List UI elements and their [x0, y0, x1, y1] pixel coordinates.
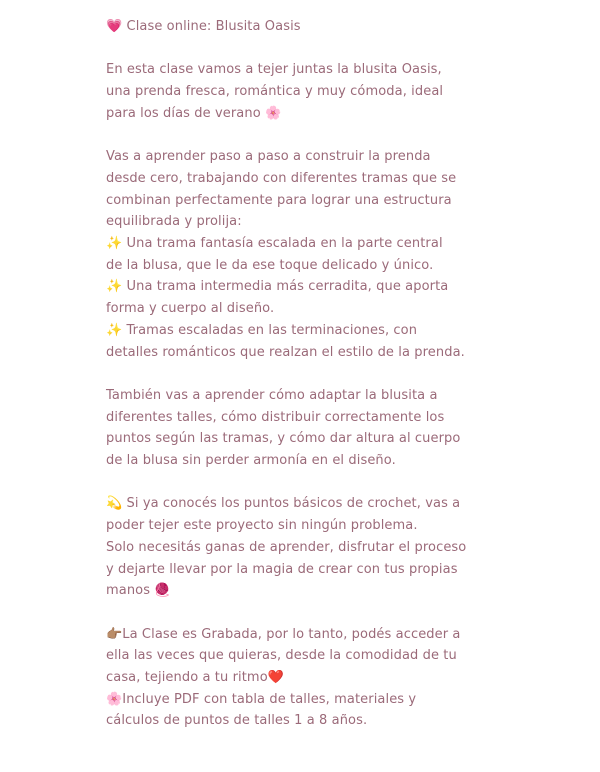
recorded-paragraph [106, 624, 478, 733]
text-line: diferentes talles, cómo distribuir correctamente los [106, 409, 445, 425]
text-line: de la blusa, que le da ese toque delicado y único. [106, 257, 434, 273]
text-line: casa, tejiendo a tu ritmo❤️ [106, 670, 285, 686]
text-line: puntos según las tramas, y cómo dar altura al cuerpo [106, 431, 461, 447]
text-line: 👉🏽La Clase es Grabada, por lo tanto, podés acceder a [106, 626, 461, 642]
text-line: En esta clase vamos a tejer juntas la blusita Oasis, [106, 62, 442, 78]
text-line: ella las veces que quieras, desde la comodidad de tu [106, 648, 457, 664]
text-line: para los días de verano 🌸 [106, 105, 282, 121]
text-line: equilibrada y prolija: [106, 214, 242, 230]
text-line: combinan perfectamente para lograr una estructura [106, 192, 452, 208]
text-line: cálculos de puntos de talles 1 a 8 años. [106, 713, 368, 729]
text-line: y dejarte llevar por la magia de crear con tus propias [106, 561, 458, 577]
intro-paragraph [106, 59, 478, 124]
basics-paragraph [106, 493, 478, 602]
text-line: También vas a aprender cómo adaptar la blusita a [106, 387, 438, 403]
text-line: 🌸Incluye PDF con tabla de talles, materiales y [106, 691, 417, 707]
text-line: detalles románticos que realzan el estilo de la prenda. [106, 344, 465, 360]
text-line: ✨ Una trama fantasía escalada en la parte central [106, 236, 443, 251]
text-line: de la blusa sin perder armonía en el diseño. [106, 453, 396, 469]
post-body [106, 16, 478, 754]
text-line: Solo necesitás ganas de aprender, disfrutar el proceso [106, 539, 467, 555]
text-line: una prenda fresca, romántica y muy cómoda, ideal [106, 84, 444, 100]
title-line: 💗 Clase online: Blusita Oasis [106, 19, 301, 34]
text-line: 💫 Si ya conocés los puntos básicos de crochet, vas a [106, 496, 461, 512]
post-title [106, 16, 478, 38]
learn-paragraph [106, 146, 478, 363]
sizes-paragraph [106, 385, 478, 472]
text-line: poder tejer este proyecto sin ningún problema. [106, 518, 418, 534]
text-line: manos 🧶 [106, 583, 171, 599]
text-line: ✨ Una trama intermedia más cerradita, que aporta [106, 279, 449, 295]
text-line: forma y cuerpo al diseño. [106, 301, 275, 317]
text-line: Vas a aprender paso a paso a construir la prenda [106, 149, 431, 165]
text-line: ✨ Tramas escaladas en las terminaciones, con [106, 322, 418, 338]
text-line: desde cero, trabajando con diferentes tramas que se [106, 170, 457, 186]
